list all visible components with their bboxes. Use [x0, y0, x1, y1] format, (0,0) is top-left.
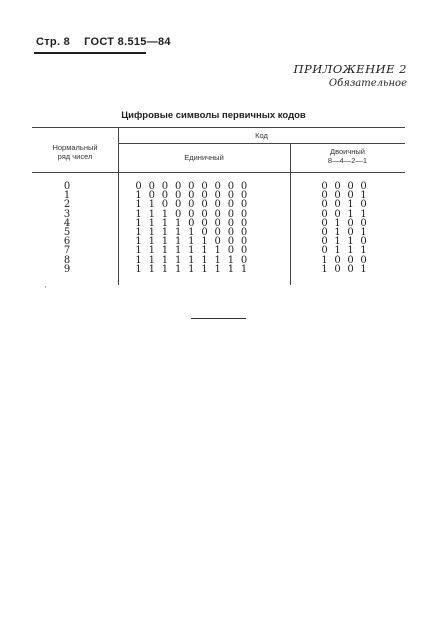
unitary-digit: 1	[227, 263, 235, 275]
binary-digit: 0	[321, 199, 328, 211]
unitary-digit: 1	[201, 236, 208, 248]
unitary-digit: 0	[240, 199, 248, 211]
unitary-digit: 1	[188, 236, 195, 248]
header-rule	[34, 52, 146, 54]
unitary-digit: 1	[214, 254, 221, 266]
binary-digit: 1	[334, 236, 341, 248]
unitary-digit: 0	[240, 226, 248, 238]
unitary-digit: 0	[240, 236, 248, 248]
binary-digit: 1	[321, 254, 328, 266]
unitary-digit: 1	[135, 208, 142, 220]
unitary-digit: 0	[161, 190, 169, 202]
unitary-digit: 0	[240, 245, 248, 257]
unitary-digit: 1	[135, 245, 142, 257]
unitary-digit: 0	[227, 236, 235, 248]
binary-digit: 0	[334, 190, 341, 202]
unitary-digit: 0	[174, 190, 182, 202]
binary-digit: 0	[347, 181, 354, 192]
unitary-digit: 0	[214, 236, 221, 248]
number-cell: 0	[63, 181, 71, 192]
binary-digit: 0	[360, 217, 367, 229]
end-rule	[191, 318, 246, 319]
unitary-digit: 0	[227, 190, 235, 202]
binary-digit: 1	[360, 190, 367, 202]
unitary-digit: 1	[148, 208, 155, 220]
binary-digit: 1	[347, 199, 354, 211]
unitary-digit: 1	[135, 254, 142, 266]
unitary-digit: 1	[174, 245, 182, 257]
unitary-digit: 0	[174, 199, 182, 211]
header-binary-line1: Двоичный	[330, 147, 365, 156]
appendix-title: ПРИЛОЖЕНИЕ 2	[293, 62, 407, 76]
binary-digit: 0	[347, 226, 354, 238]
binary-digit: 1	[360, 208, 367, 220]
unitary-digit: 1	[188, 226, 195, 238]
number-cell: 5	[63, 226, 71, 238]
unitary-digit: 1	[161, 217, 169, 229]
binary-code-row	[318, 265, 370, 274]
unitary-digit: 1	[135, 199, 142, 211]
header-code: Код	[255, 131, 268, 140]
binary-digit: 0	[347, 263, 354, 275]
unitary-digit: 1	[148, 236, 155, 248]
unitary-digit: 1	[148, 263, 155, 275]
binary-digit: 0	[321, 190, 328, 202]
binary-digit: 1	[360, 226, 367, 238]
number-cell: 6	[63, 236, 71, 248]
binary-digit: 0	[321, 226, 328, 238]
unitary-digit: 1	[214, 245, 221, 257]
page-header	[36, 36, 171, 48]
unitary-digit: 1	[135, 217, 142, 229]
unitary-digit: 1	[161, 208, 169, 220]
header-binary-line2: 8—4—2—1	[327, 156, 368, 165]
header-bottom-rule	[32, 172, 405, 173]
unitary-digit: 1	[148, 254, 155, 266]
unitary-digit: 0	[227, 199, 235, 211]
unitary-digit: 0	[188, 217, 195, 229]
number-cell: 3	[63, 208, 71, 220]
unitary-digit: 0	[148, 190, 155, 202]
binary-digit: 0	[321, 208, 328, 220]
unitary-digit: 0	[240, 208, 248, 220]
unitary-digit: 1	[135, 226, 142, 238]
number-cell: 9	[63, 263, 71, 275]
unitary-digit: 0	[240, 254, 248, 266]
binary-digit: 0	[334, 254, 341, 266]
binary-digit: 0	[321, 245, 328, 257]
stray-mark: ·	[44, 283, 47, 293]
binary-digit: 0	[347, 254, 354, 266]
binary-digit: 0	[347, 190, 354, 202]
number-cell: 4	[63, 217, 71, 229]
unitary-digit: 1	[174, 263, 182, 275]
unitary-digit: 1	[161, 226, 169, 238]
unitary-digit: 0	[214, 199, 221, 211]
appendix-subtitle: Обязательное	[328, 78, 407, 89]
unitary-digit: 0	[174, 208, 182, 220]
unitary-digit: 1	[174, 254, 182, 266]
header-number-line1: Нормальный	[52, 143, 98, 152]
unitary-digit: 1	[148, 199, 155, 211]
unitary-digit: 0	[240, 217, 248, 229]
binary-digit: 1	[321, 263, 328, 275]
header-number-line2: ряд чисел	[57, 152, 93, 161]
binary-digit: 0	[334, 199, 341, 211]
number-cell: 8	[63, 254, 71, 266]
number-cell: 1	[63, 190, 71, 202]
unitary-digit: 0	[188, 208, 195, 220]
binary-digit: 0	[334, 263, 341, 275]
unitary-digit: 1	[148, 226, 155, 238]
unitary-digit: 0	[188, 199, 195, 211]
binary-digit: 1	[347, 236, 354, 248]
number-column	[32, 182, 102, 274]
binary-digit: 1	[360, 263, 367, 275]
unitary-digit: 1	[201, 263, 208, 275]
binary-digit: 1	[360, 245, 367, 257]
unitary-digit: 1	[188, 263, 195, 275]
unitary-digit: 1	[161, 254, 169, 266]
unitary-digit: 1	[214, 263, 221, 275]
unitary-digit: 0	[201, 217, 208, 229]
page-number: Стр. 8	[36, 36, 71, 48]
unitary-digit: 1	[135, 263, 142, 275]
unitary-digit: 1	[188, 254, 195, 266]
unitary-digit: 0	[214, 217, 221, 229]
unitary-digit: 0	[161, 181, 169, 192]
header-binary	[290, 147, 405, 165]
binary-digit: 1	[347, 245, 354, 257]
binary-digit: 0	[321, 181, 328, 192]
unitary-digit: 0	[240, 181, 248, 192]
unitary-digit: 1	[148, 245, 155, 257]
unitary-digit: 0	[227, 208, 235, 220]
binary-digit: 0	[321, 217, 328, 229]
unitary-digit: 0	[214, 226, 221, 238]
header-unitary: Единичный	[184, 153, 224, 162]
unitary-digit: 1	[240, 263, 248, 275]
unitary-digit: 0	[227, 245, 235, 257]
number-column-divider	[118, 127, 119, 285]
unitary-digit: 1	[148, 217, 155, 229]
unitary-digit: 0	[227, 226, 235, 238]
unitary-digit: 1	[161, 263, 169, 275]
binary-digit: 1	[334, 217, 341, 229]
unitary-digit: 1	[161, 245, 169, 257]
header-number-series	[32, 143, 118, 161]
unitary-digit: 0	[240, 190, 248, 202]
number-cell: 7	[63, 245, 71, 257]
binary-digit: 0	[360, 254, 367, 266]
unitary-column	[132, 182, 251, 274]
unitary-digit: 0	[188, 181, 195, 192]
unitary-digit: 0	[214, 208, 221, 220]
unitary-digit: 0	[201, 226, 208, 238]
unitary-digit: 1	[227, 254, 235, 266]
unitary-digit: 1	[161, 236, 169, 248]
binary-digit: 0	[347, 217, 354, 229]
code-subheader-rule	[118, 143, 405, 144]
binary-digit: 0	[334, 208, 341, 220]
unitary-digit: 1	[135, 190, 142, 202]
unitary-digit: 0	[135, 181, 142, 192]
unitary-digit: 1	[135, 236, 142, 248]
appendix-heading	[293, 62, 407, 89]
unitary-digit: 0	[227, 181, 235, 192]
unitary-digit: 1	[201, 245, 208, 257]
unitary-digit: 0	[148, 181, 155, 192]
unitary-digit: 0	[201, 190, 208, 202]
unitary-digit: 0	[227, 217, 235, 229]
unitary-digit: 1	[174, 236, 182, 248]
binary-digit: 1	[347, 208, 354, 220]
unitary-digit: 0	[201, 199, 208, 211]
binary-digit: 0	[360, 181, 367, 192]
unitary-digit: 0	[161, 199, 169, 211]
unitary-digit: 1	[174, 226, 182, 238]
binary-digit: 1	[334, 245, 341, 257]
unitary-digit: 0	[188, 190, 195, 202]
binary-digit: 0	[360, 236, 367, 248]
unitary-digit: 0	[201, 208, 208, 220]
binary-column	[318, 182, 370, 274]
unitary-code-row	[132, 265, 251, 274]
unitary-digit: 1	[201, 254, 208, 266]
unitary-digit: 1	[174, 217, 182, 229]
unitary-digit: 0	[174, 181, 182, 192]
unitary-digit: 0	[214, 181, 221, 192]
binary-digit: 0	[321, 236, 328, 248]
table-title: Цифровые символы первичных кодов	[121, 110, 306, 121]
number-cell: 2	[63, 199, 71, 211]
table-top-rule	[32, 127, 405, 128]
unitary-digit: 1	[188, 245, 195, 257]
binary-digit: 0	[360, 199, 367, 211]
gost-number: ГОСТ 8.515—84	[84, 36, 171, 48]
unitary-digit: 0	[201, 181, 208, 192]
unitary-digit: 0	[214, 190, 221, 202]
binary-digit: 1	[334, 226, 341, 238]
binary-digit: 0	[334, 181, 341, 192]
